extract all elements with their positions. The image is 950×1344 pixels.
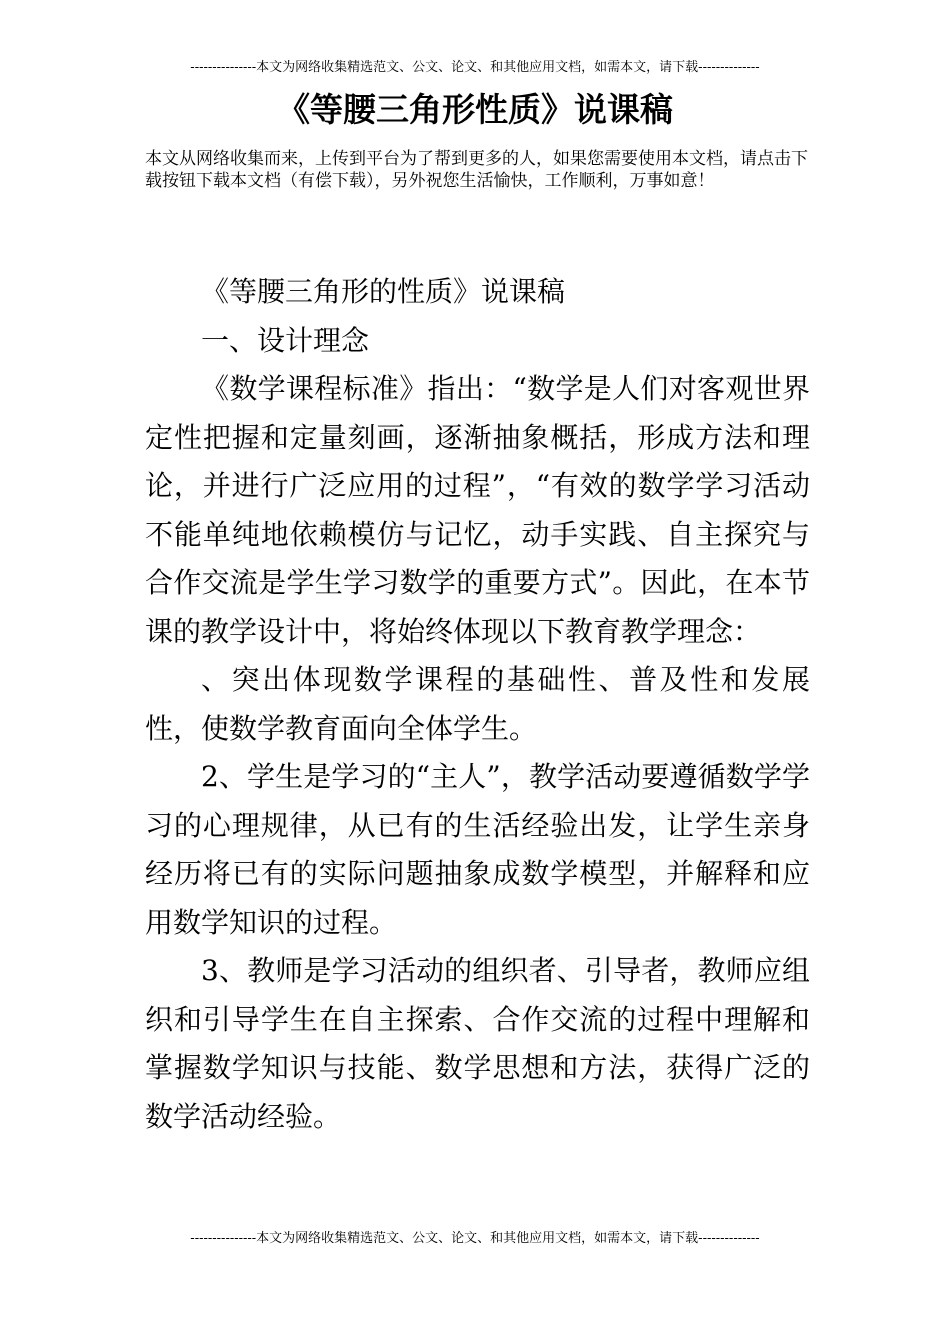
page-footer: ---------------本文为网络收集精选范文、公文、论文、和其他应用文档，如需本文，请下载-------------- — [190, 1231, 760, 1246]
page-header: ---------------本文为网络收集精选范文、公文、论文、和其他应用文档，如需本文，请下载-------------- — [190, 60, 760, 75]
intro-paragraph: 本文从网络收集而来，上传到平台为了帮到更多的人，如果您需要使用本文档，请点击下载按钮下载本文档（有偿下载），另外祝您生活愉快，工作顺利，万事如意！ — [145, 149, 808, 191]
section-subtitle: 《等腰三角形的性质》说课稿 — [201, 275, 566, 308]
document-title: 《等腰三角形性质》说课稿 — [277, 90, 673, 129]
body-paragraph: 3、教师是学习活动的组织者、引导者，教师应组织和引导学生在自主探索、合作交流的过程中理解和掌握数学知识与技能、数学思想和方法，获得广泛的数学活动经验。 — [145, 954, 810, 1133]
body-paragraph: 2、学生是学习的“主人”，教学活动要遵循数学学习的心理规律，从已有的生活经验出发，让学生亲身经历将已有的实际问题抽象成数学模型，并解释和应用数学知识的过程。 — [145, 760, 810, 939]
body-paragraph: 、突出体现数学课程的基础性、普及性和发展性，使数学教育面向全体学生。 — [145, 663, 810, 745]
body-paragraph: 《数学课程标准》指出：“数学是人们对客观世界定性把握和定量刻画，逐渐抽象概括，形成方法和理论，并进行广泛应用的过程”，“有效的数学学习活动不能单纯地依赖模仿与记忆，动手实践、自主探究与合作交流是学生学习数学的重要方式”。因此，在本节课的教学设计中，将始终体现以下教育教学理念： — [145, 372, 810, 648]
section-heading: 一、设计理念 — [201, 323, 370, 357]
document-body — [145, 268, 810, 1141]
